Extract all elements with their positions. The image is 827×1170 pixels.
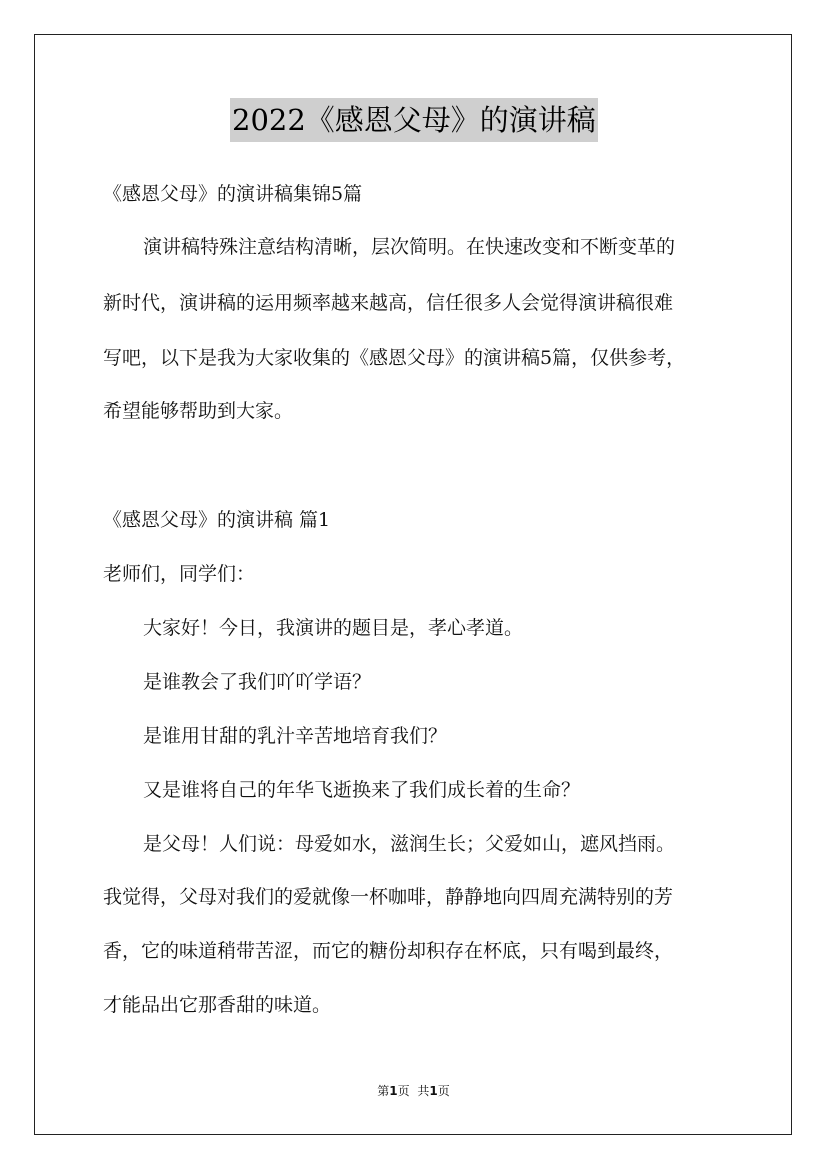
footer-page-prefix: 第 bbox=[377, 1084, 390, 1098]
page-footer bbox=[0, 1082, 827, 1099]
document-subtitle: 《感恩父母》的演讲稿集锦5篇 bbox=[103, 183, 363, 205]
footer-page-suffix: 页 bbox=[397, 1084, 410, 1098]
closing-line-3: 香，它的味道稍带苦涩，而它的糖份却积存在杯底，只有喝到最终， bbox=[103, 940, 674, 962]
closing-line-4: 才能品出它那香甜的味道。 bbox=[103, 994, 332, 1016]
paragraph-1: 大家好！今日，我演讲的题目是，孝心孝道。 bbox=[143, 617, 524, 639]
paragraph-3: 是谁用甘甜的乳汁辛苦地培育我们？ bbox=[143, 725, 448, 747]
closing-line-1: 是父母！人们说：母爱如水，滋润生长；父爱如山，遮风挡雨。 bbox=[143, 833, 676, 855]
intro-line-1: 演讲稿特殊注意结构清晰，层次简明。在快速改变和不断变革的 bbox=[143, 236, 676, 258]
footer-page-number: 1 bbox=[389, 1084, 398, 1098]
paragraph-2: 是谁教会了我们吖吖学语？ bbox=[143, 671, 372, 693]
salutation: 老师们，同学们： bbox=[103, 563, 256, 585]
intro-line-4: 希望能够帮助到大家。 bbox=[103, 400, 294, 422]
closing-line-2: 我觉得，父母对我们的爱就像一杯咖啡，静静地向四周充满特别的芳 bbox=[103, 886, 674, 908]
document-title: 2022《感恩父母》的演讲稿 bbox=[230, 98, 598, 142]
footer-total-pages: 1 bbox=[429, 1084, 438, 1098]
section-heading: 《感恩父母》的演讲稿 篇1 bbox=[103, 509, 331, 531]
footer-total-suffix: 页 bbox=[437, 1084, 450, 1098]
footer-total-prefix: 共 bbox=[417, 1084, 430, 1098]
intro-line-2: 新时代，演讲稿的运用频率越来越高，信任很多人会觉得演讲稿很难 bbox=[103, 292, 674, 314]
paragraph-4: 又是谁将自己的年华飞逝换来了我们成长着的生命？ bbox=[143, 779, 581, 801]
intro-line-3: 写吧，以下是我为大家收集的《感恩父母》的演讲稿5篇，仅供参考， bbox=[103, 347, 686, 369]
